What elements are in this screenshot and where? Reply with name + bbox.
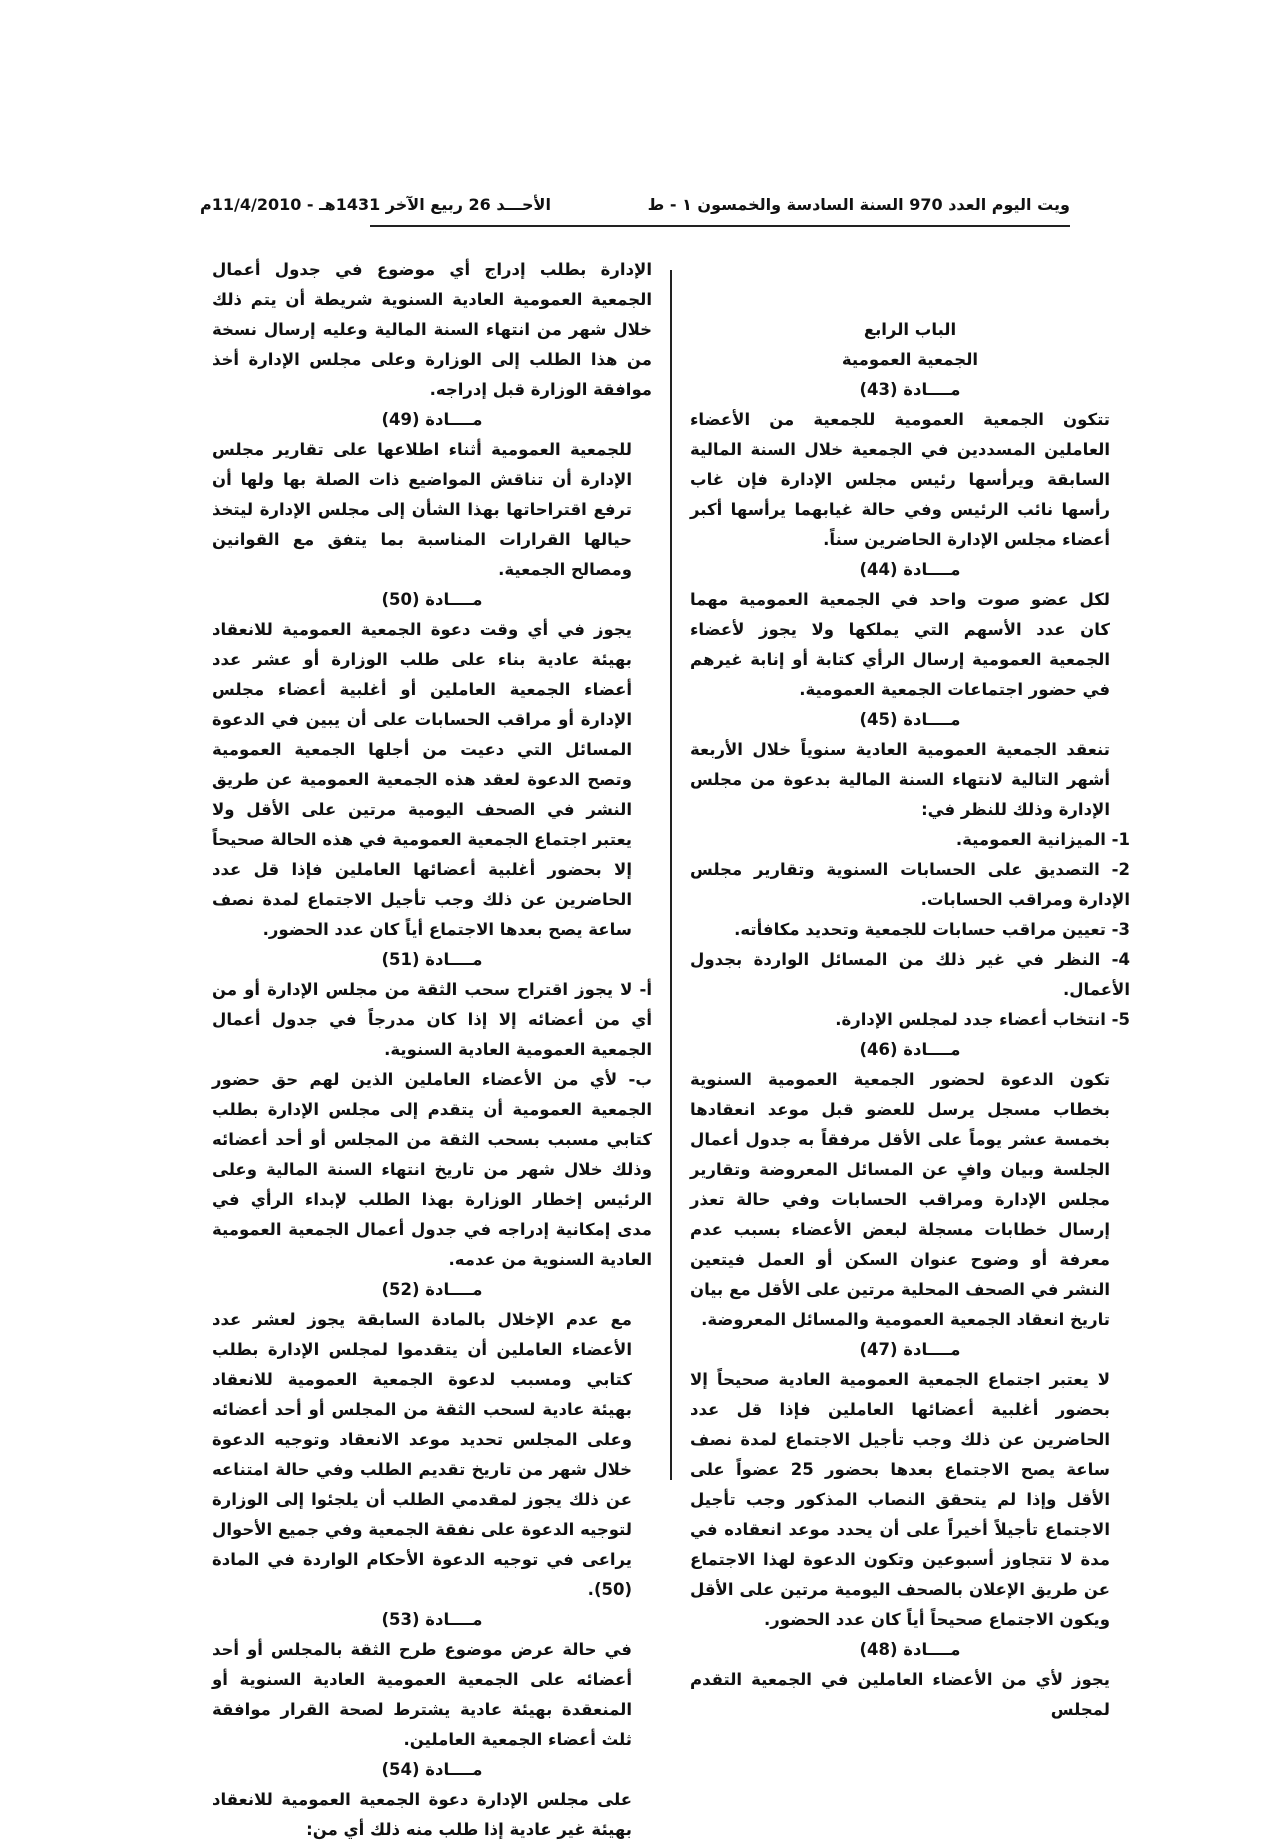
- article-44-text: لكل عضو صوت واحد في الجمعية العمومية مهما كان عدد الأسهم التي يملكها ولا يجوز لأعضاء الجمعية العمومية إرسال الرأي كتابة أو إنابة غيرهم في حضور اجتماعات الجمعية العمومية.: [690, 590, 1110, 699]
- article-44-title: مــــادة (44): [859, 560, 961, 579]
- right-column: [690, 315, 1130, 1725]
- article-48-continuation: الإدارة بطلب إدراج أي موضوع في جدول أعمال الجمعية العمومية العادية السنوية شريطة أن يتم ذلك خلال شهر من انتهاء السنة المالية وعليه إرسال نسخة من هذا الطلب إلى الوزارة وعلى مجلس الإدارة أخذ موافقة الوزارة قبل إدراجه.: [212, 260, 652, 399]
- article-45-list: [690, 825, 1130, 1035]
- header-rule: [370, 225, 1070, 227]
- article-48-text: يجوز لأي من الأعضاء العاملين في الجمعية التقدم لمجلس: [690, 1670, 1110, 1719]
- article-53-text: في حالة عرض موضوع طرح الثقة بالمجلس أو أحد أعضائه على الجمعية العمومية العادية السنوية أو المنعقدة بهيئة عادية يشترط لصحة القرار موافقة ثلث أعضاء الجمعية العاملين.: [212, 1640, 632, 1749]
- header-issue: ويت اليوم العدد 970 السنة السادسة والخمسون ١ - ط: [647, 195, 1070, 214]
- article-52-title: مــــادة (52): [381, 1280, 483, 1299]
- article-54-title: مــــادة (54): [381, 1760, 483, 1779]
- chapter-heading: الباب الرابع: [863, 320, 957, 339]
- article-47-text: لا يعتبر اجتماع الجمعية العمومية العادية صحيحاً إلا بحضور أغلبية أعضائها العاملين فإذا قل عدد الحاضرين عن ذلك وجب تأجيل الاجتماع لمدة نصف ساعة يصح الاجتماع بعدها بحضور 25 عضواً على الأقل وإذا لم يتحقق النصاب المذكور وجب تأجيل الاجتماع تأجيلاً أخيراً على أن يحدد موعد انعقاده في مدة لا تتجاوز أسبوعين وتكون الدعوة لهذا الاجتماع عن طريق الإعلان بالصحف اليومية مرتين على الأقل ويكون الاجتماع صحيحاً أياً كان عدد الحضور.: [690, 1370, 1111, 1629]
- list-item: 2- التصديق على الحسابات السنوية وتقارير مجلس الإدارة ومراقب الحسابات.: [690, 860, 1130, 909]
- article-45-text: تنعقد الجمعية العمومية العادية سنوياً خلال الأربعة أشهر التالية لانتهاء السنة المالية بدعوة من مجلس الإدارة وذلك للنظر في:: [690, 740, 1110, 819]
- list-item: 4- النظر في غير ذلك من المسائل الواردة بجدول الأعمال.: [690, 950, 1130, 999]
- list-item: 5- انتخاب أعضاء جدد لمجلس الإدارة.: [835, 1010, 1130, 1029]
- article-48-title: مــــادة (48): [859, 1640, 961, 1659]
- article-49-title: مــــادة (49): [381, 410, 483, 429]
- header-date: الأحـــد 26 ربيع الآخر 1431هـ - 11/4/2010م: [200, 195, 551, 214]
- article-47-title: مــــادة (47): [859, 1340, 961, 1359]
- left-column: [212, 255, 652, 1845]
- article-51-item-b: ب- لأي من الأعضاء العاملين الذين لهم حق حضور الجمعية العمومية أن يتقدم إلى مجلس الإدارة بطلب كتابي مسبب بسحب الثقة من المجلس أو أحد أعضائه وذلك خلال شهر من تاريخ انتهاء السنة المالية وعلى الرئيس إخطار الوزارة بهذا الطلب لإبداء الرأي في مدى إمكانية إدراجه في جدول أعمال الجمعية العمومية العادية السنوية من عدمه.: [212, 1070, 652, 1269]
- article-53-title: مــــادة (53): [381, 1610, 483, 1629]
- article-51-title: مــــادة (51): [381, 950, 483, 969]
- list-item: 3- تعيين مراقب حسابات للجمعية وتحديد مكافأته.: [734, 920, 1130, 939]
- article-50-text: يجوز في أي وقت دعوة الجمعية العمومية للانعقاد بهيئة عادية بناء على طلب الوزارة أو عشر عدد أعضاء الجمعية العاملين أو أغلبية أعضاء مجلس الإدارة أو مراقب الحسابات على أن يبين في الدعوة المسائل التي دعيت من أجلها الجمعية العمومية وتصح الدعوة لعقد هذه الجمعية العمومية عن طريق النشر في الصحف اليومية مرتين على الأقل ولا يعتبر اجتماع الجمعية العمومية في هذه الحالة صحيحاً إلا بحضور أغلبية أعضائها العاملين فإذا قل عدد الحاضرين عن ذلك وجب تأجيل الاجتماع لمدة نصف ساعة يصح بعدها الاجتماع أياً كان عدد الحضور.: [212, 620, 632, 939]
- article-51-item-a: أ- لا يجوز اقتراح سحب الثقة من مجلس الإدارة أو من أي من أعضائه إلا إذا كان مدرجاً في جدول أعمال الجمعية العمومية العادية السنوية.: [212, 980, 652, 1059]
- article-43-text: تتكون الجمعية العمومية للجمعية من الأعضاء العاملين المسددين في الجمعية خلال السنة المالية السابقة ويرأسها رئيس مجلس الإدارة فإن غاب رأسها نائب الرئيس وفي حالة غيابهما يرأسها أكبر أعضاء مجلس الإدارة الحاضرين سناً.: [690, 410, 1110, 549]
- article-45-title: مــــادة (45): [859, 710, 961, 729]
- article-54-text: على مجلس الإدارة دعوة الجمعية العمومية للانعقاد بهيئة غير عادية إذا طلب منه ذلك أي من:: [212, 1790, 632, 1839]
- list-item: 1- الميزانية العمومية.: [955, 830, 1130, 849]
- chapter-title: الجمعية العمومية: [841, 350, 979, 369]
- article-46-text: تكون الدعوة لحضور الجمعية العمومية السنوية بخطاب مسجل يرسل للعضو قبل موعد انعقادها بخمسة عشر يوماً على الأقل مرفقاً به جدول أعمال الجلسة وبيان وافٍ عن المسائل المعروضة وتقارير مجلس الإدارة ومراقب الحسابات وفي حالة تعذر إرسال خطابات مسجلة لبعض الأعضاء بسبب عدم معرفة أو وضوح عنوان السكن أو العمل فيتعين النشر في الصحف المحلية مرتين على الأقل مع بيان تاريخ انعقاد الجمعية العمومية والمسائل المعروضة.: [690, 1070, 1110, 1329]
- column-divider: [670, 270, 672, 1480]
- article-43-title: مــــادة (43): [859, 380, 961, 399]
- page-header: [170, 193, 1070, 227]
- article-52-text: مع عدم الإخلال بالمادة السابقة يجوز لعشر عدد الأعضاء العاملين أن يتقدموا لمجلس الإدارة بطلب كتابي ومسبب لدعوة الجمعية العمومية للانعقاد بهيئة عادية لسحب الثقة من المجلس أو أحد أعضائه وعلى المجلس تحديد موعد الانعقاد وتوجيه الدعوة خلال شهر من تاريخ تقديم الطلب وفي حالة امتناعه عن ذلك يجوز لمقدمي الطلب أن يلجئوا إلى الوزارة لتوجيه الدعوة على نفقة الجمعية وفي جميع الأحوال يراعى في توجيه الدعوة الأحكام الواردة في المادة (50).: [212, 1310, 632, 1599]
- article-50-title: مــــادة (50): [381, 590, 483, 609]
- article-49-text: للجمعية العمومية أثناء اطلاعها على تقارير مجلس الإدارة أن تناقش المواضيع ذات الصلة بها ولها أن ترفع اقتراحاتها بهذا الشأن إلى مجلس الإدارة ليتخذ حيالها القرارات المناسبة بما يتفق مع القوانين ومصالح الجمعية.: [212, 440, 632, 579]
- article-46-title: مــــادة (46): [859, 1040, 961, 1059]
